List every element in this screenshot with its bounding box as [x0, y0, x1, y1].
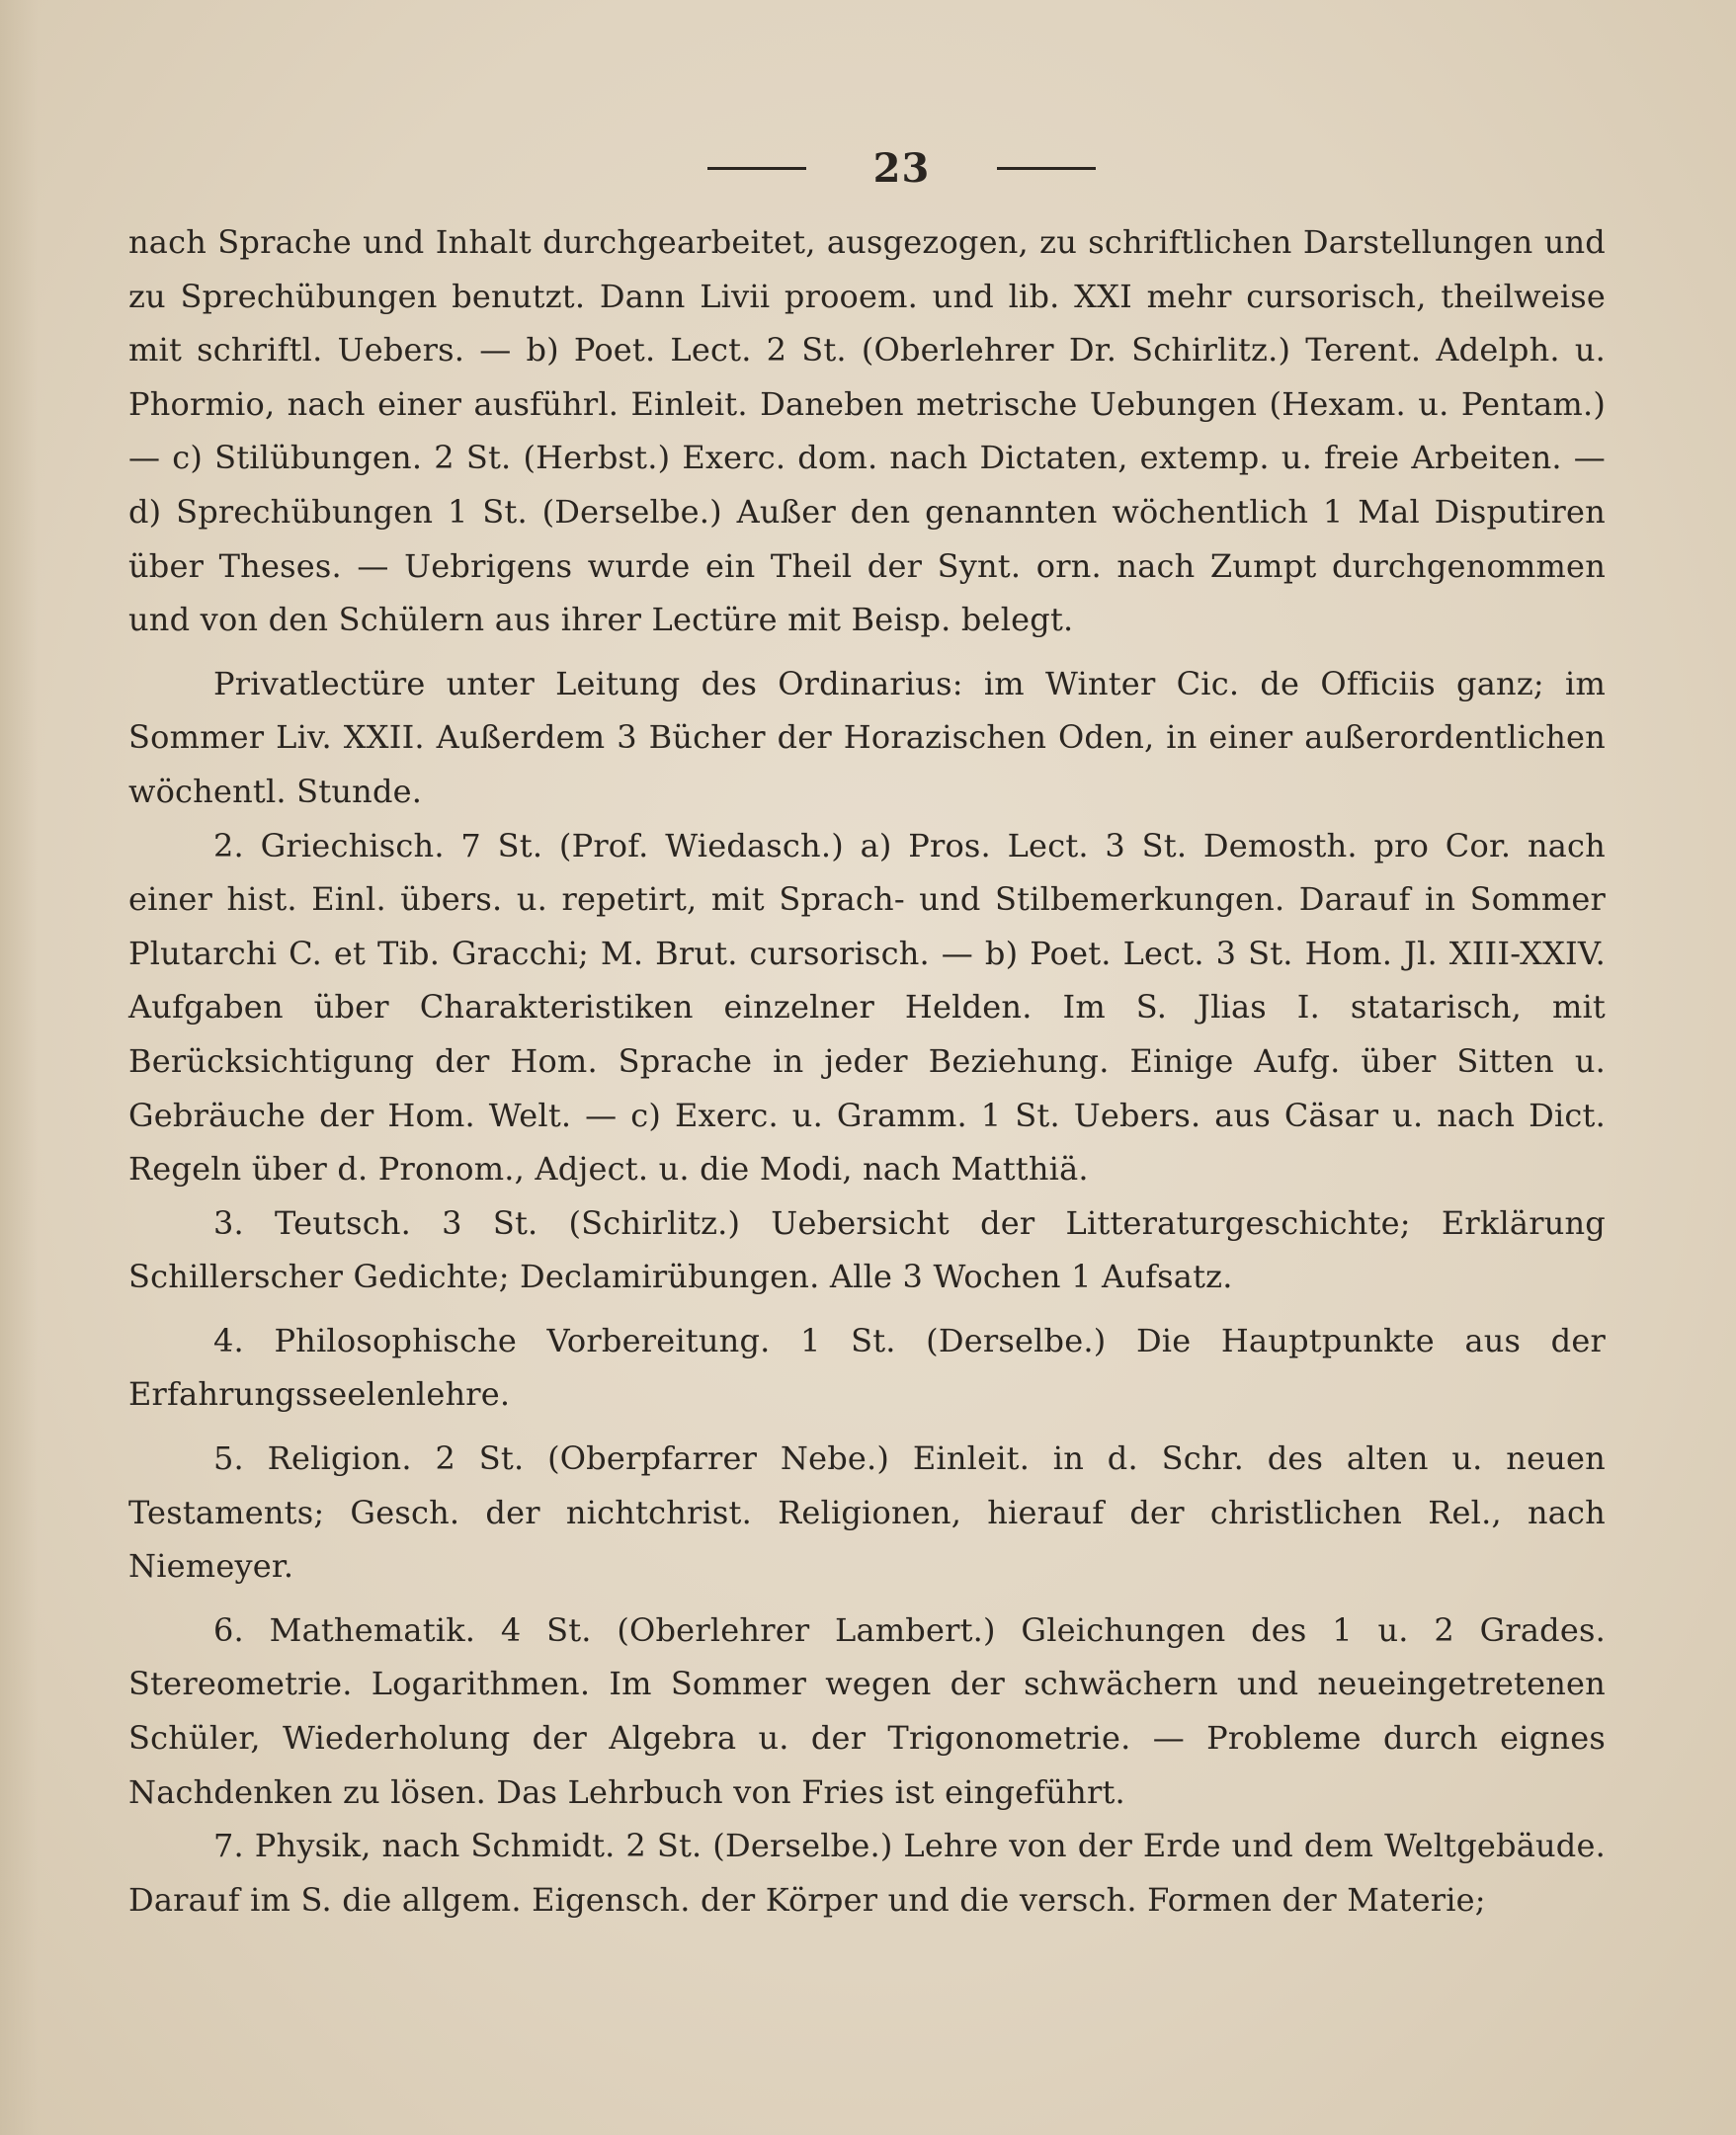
paragraph-teutsch: 3. Teutsch. 3 St. (Schirlitz.) Uebersicht der Litteraturgeschichte; Erklärung Schillerscher Gedichte; Declamirübungen. Alle 3 Wochen 1 Aufsatz. [128, 1203, 1606, 1296]
paragraph-mathematik: 6. Mathematik. 4 St. (Oberlehrer Lambert.) Gleichungen des 1 u. 2 Grades. Stereometrie. Logarithmen. Im Sommer wegen der schwächern und neueingetretenen Schüler, Wiederholung der Algebra u. der Trigonometrie. — Probleme durch eignes Nachdenken zu lösen. Das Lehrbuch von Fries ist eingeführt. [128, 1610, 1606, 1811]
page-edge-shadow [0, 0, 38, 2135]
header-rule-right [997, 167, 1096, 170]
paragraph-latin-continued: nach Sprache und Inhalt durchgearbeitet, ausgezogen, zu schriftlichen Darstellungen und zu Sprechübungen benutzt. Dann Livii prooem. und lib. XXI mehr cursorisch, theilweise mit schriftl. Uebers. — b) Poet. Lect. 2 St. (Oberlehrer Dr. Schirlitz.) Terent. Adelph. u. Phormio, nach einer ausführl. Einleit. Daneben metrische Uebungen (Hexam. u. Pentam.) — c) Stilübungen. 2 St. (Herbst.) Exerc. dom. nach Dictaten, extemp. u. freie Arbeiten. — d) Sprechübungen 1 St. (Derselbe.) Außer den genannten wöchentlich 1 Mal Disputiren über Theses. — Uebrigens wurde ein Theil der Synt. orn. nach Zumpt durchgenommen und von den Schülern aus ihrer Lectüre mit Beisp. belegt. [128, 223, 1606, 639]
paragraph-griechisch: 2. Griechisch. 7 St. (Prof. Wiedasch.) a) Pros. Lect. 3 St. Demosth. pro Cor. nach einer hist. Einl. übers. u. repetirt, mit Sprach- und Stilbemerkungen. Darauf in Sommer Plutarchi C. et Tib. Gracchi; M. Brut. cursorisch. — b) Poet. Lect. 3 St. Hom. Jl. XIII-XXIV. Aufgaben über Charakteristiken einzelner Helden. Im S. Jlias I. statarisch, mit Berücksichtigung der Hom. Sprache in jeder Beziehung. Einige Aufg. über Sitten u. Gebräuche der Hom. Welt. — c) Exerc. u. Gramm. 1 St. Uebers. aus Cäsar u. nach Dict. Regeln über d. Pronom., Adject. u. die Modi, nach Matthiä. [128, 826, 1606, 1189]
page-header [198, 138, 1606, 198]
paragraph-privatlectuere: Privatlectüre unter Leitung des Ordinarius: im Winter Cic. de Officiis ganz; im Sommer Liv. XXII. Außerdem 3 Bücher der Horazischen Oden, in einer außerordentlichen wöchentl. Stunde. [128, 664, 1606, 810]
paragraph-religion: 5. Religion. 2 St. (Oberpfarrer Nebe.) Einleit. in d. Schr. des alten u. neuen Testaments; Gesch. der nichtchrist. Religionen, hierauf der christlichen Rel., nach Niemeyer. [128, 1439, 1606, 1586]
page-number: 23 [872, 144, 931, 192]
paragraph-physik: 7. Physik, nach Schmidt. 2 St. (Derselbe.) Lehre von der Erde und dem Weltgebäude. Darauf im S. die allgem. Eigensch. der Körper und die versch. Formen der Materie; [128, 1827, 1606, 1919]
document-page [128, 138, 1606, 1927]
header-rule-left [707, 167, 806, 170]
paragraph-philosophie: 4. Philosophische Vorbereitung. 1 St. (Derselbe.) Die Hauptpunkte aus der Erfahrungsseelenlehre. [128, 1321, 1606, 1414]
